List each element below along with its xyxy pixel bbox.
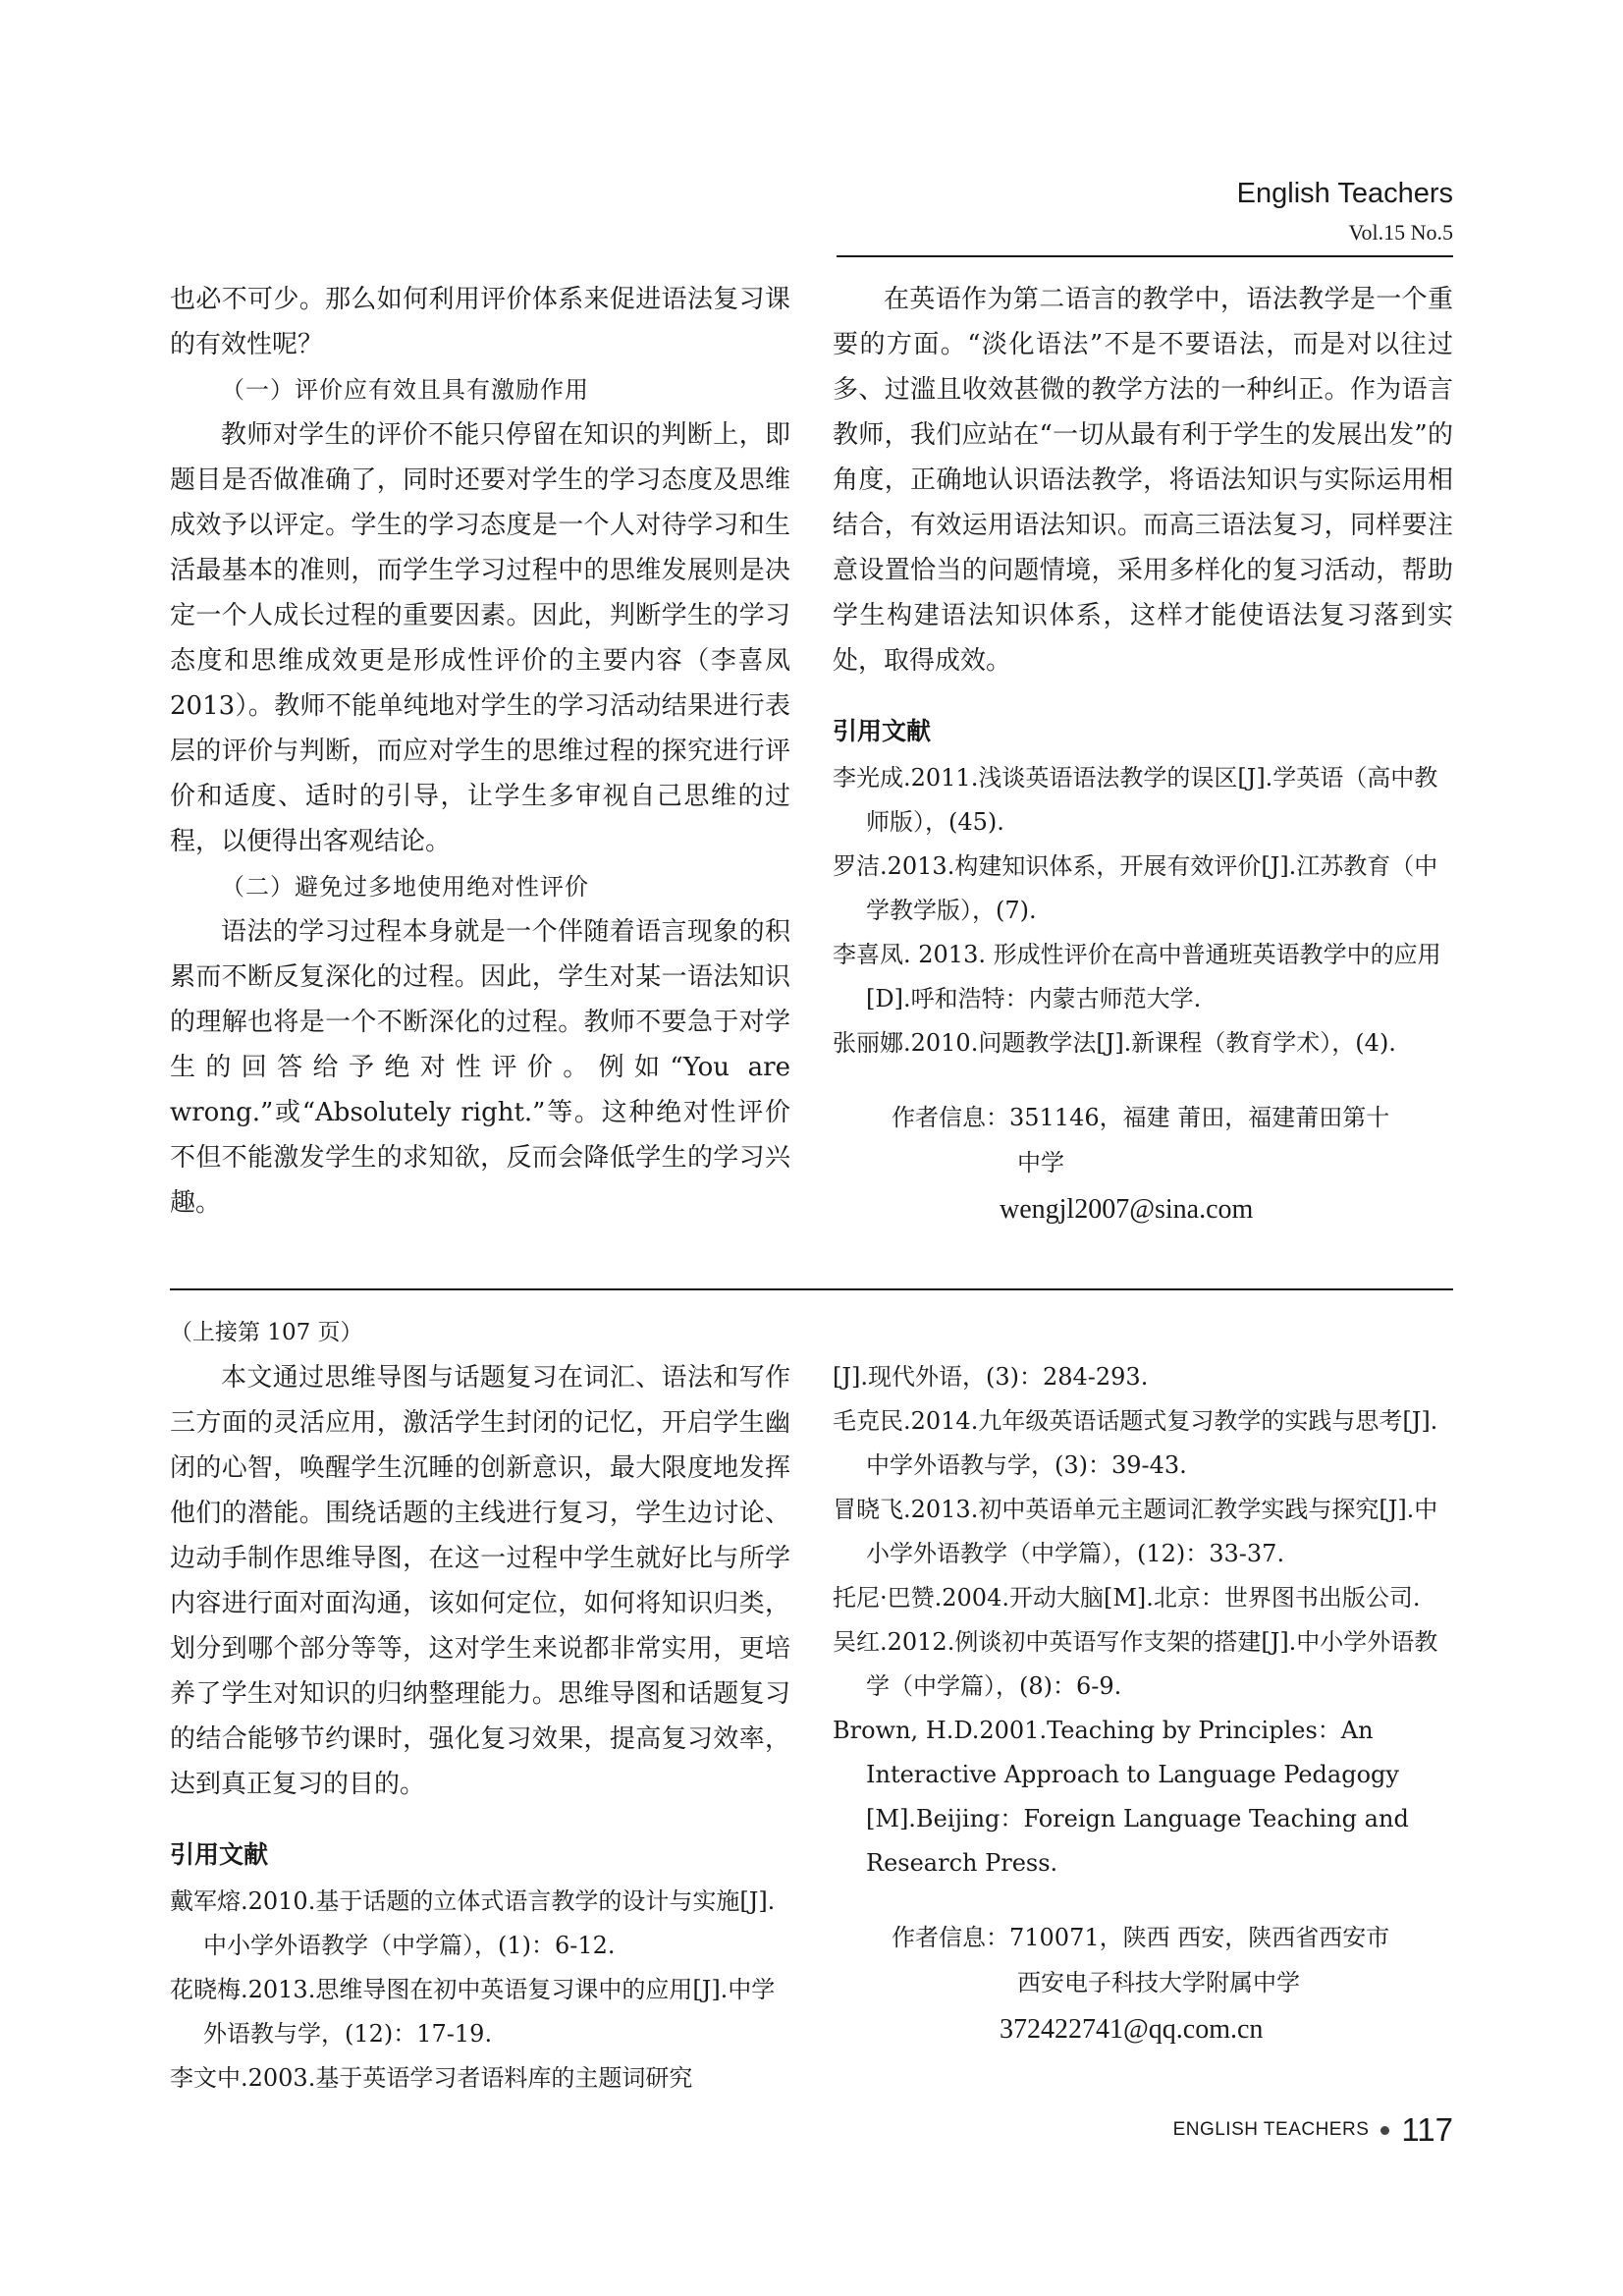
reference-item: 罗洁.2013.构建知识体系，开展有效评价[J].江苏教育（中学教学版），(7). [833, 852, 1438, 924]
body-paragraph: 教师对学生的评价不能只停留在知识的判断上，即题目是否做准确了，同时还要对学生的学习态度及思维成效予以评定。学生的学习态度是一个人对待学习和生活最基本的准则，而学生学习过程中的思维发展则是决定一个人成长过程的重要因素。因此，判断学生的学习态度和思维成效更是形成性评价的主要内容（李喜凤 2013）。教师不能单纯地对学生的学习活动结果进行表层的评价与判断，而应对学生的思维过程的探究进行评价和适度、适时的引导，让学生多审视自己思维的过程，以便得出客观结论。 [170, 420, 790, 856]
references-heading: 引用文献 [170, 1840, 269, 1869]
bottom-right-column [833, 1355, 1453, 2054]
author-school: 中学 [1017, 1149, 1064, 1176]
bullet-icon [1380, 2126, 1389, 2135]
author-address: 作者信息：710071，陕西 西安，陕西省西安市 [892, 1924, 1390, 1951]
section-heading: （二）避免过多地使用绝对性评价 [221, 873, 589, 901]
issue-info: Vol.15 No.5 [1348, 220, 1453, 245]
bottom-left-column [170, 1310, 790, 2101]
section-heading: （一）评价应有效且具有激励作用 [221, 376, 589, 404]
journal-name: English Teachers [1236, 178, 1453, 209]
reference-item: 戴军熔.2010.基于话题的立体式语言教学的设计与实施[J].中小学外语教学（中学篇），(1)：6-12. [170, 1887, 776, 1959]
footer-journal-name: ENGLISH TEACHERS [1172, 2119, 1370, 2140]
reference-item: 毛克民.2014.九年级英语话题式复习教学的实践与思考[J].中学外语教与学，(3)：39-43. [833, 1407, 1438, 1479]
header-rule [837, 255, 1453, 257]
top-right-column [833, 277, 1453, 1234]
reference-item: 托尼·巴赞.2004.开动大脑[M].北京：世界图书出版公司. [833, 1584, 1421, 1612]
reference-item: 李文中.2003.基于英语学习者语料库的主题词研究 [170, 2064, 693, 2092]
page-footer [1173, 2111, 1453, 2149]
author-address: 作者信息：351146，福建 莆田，福建莆田第十 [892, 1104, 1390, 1131]
reference-item: [J].现代外语，(3)：284-293. [833, 1363, 1149, 1391]
page-number: 117 [1401, 2111, 1453, 2148]
continued-from-note: （上接第 107 页） [170, 1320, 363, 1345]
references-heading: 引用文献 [833, 717, 932, 745]
body-paragraph: 本文通过思维导图与话题复习在词汇、语法和写作三方面的灵活应用，激活学生封闭的记忆，开启学生幽闭的心智，唤醒学生沉睡的创新意识，最大限度地发挥他们的潜能。围绕话题的主线进行复习，学生边讨论、边动手制作思维导图，在这一过程中学生就好比与所学内容进行面对面沟通，该如何定位，如何将知识归类，划分到哪个部分等等，这对学生来说都非常实用，更培养了学生对知识的归纳整理能力。思维导图和话题复习的结合能够节约课时，强化复习效果，提高复习效率，达到真正复习的目的。 [170, 1363, 790, 1799]
running-head [1237, 175, 1453, 247]
reference-item: Brown, H.D.2001.Teaching by Principles：An Interactive Approach to Language Pedagogy [M].Beijing：Foreign Language Teaching and Research Press. [833, 1717, 1409, 1877]
author-school: 西安电子科技大学附属中学 [1017, 1969, 1300, 1996]
top-left-column [170, 277, 790, 1226]
body-paragraph: 语法的学习过程本身就是一个伴随着语言现象的积累而不断反复深化的过程。因此，学生对某一语法知识的理解也将是一个不断深化的过程。教师不要急于对学生的回答给予绝对性评价。例如“You are wrong.”或“Absolutely right.”等。这种绝对性评价不但不能激发学生的求知欲，反而会降低学生的学习兴趣。 [170, 917, 790, 1218]
intro-paragraph: 也必不可少。那么如何利用评价体系来促进语法复习课的有效性呢？ [170, 285, 790, 359]
author-info [833, 1095, 1453, 1234]
author-email[interactable]: wengjl2007@sina.com [1000, 1194, 1254, 1225]
article-divider [170, 1288, 1453, 1290]
body-paragraph: 在英语作为第二语言的教学中，语法教学是一个重要的方面。“淡化语法”不是不要语法，而是对以往过多、过滥且收效甚微的教学方法的一种纠正。作为语言教师，我们应站在“一切从最有利于学生的发展出发”的角度，正确地认识语法教学，将语法知识与实际运用相结合，有效运用语法知识。而高三语法复习，同样要注意设置恰当的问题情境，采用多样化的复习活动，帮助学生构建语法知识体系，这样才能使语法复习落到实处，取得成效。 [833, 285, 1453, 676]
reference-item: 冒晓飞.2013.初中英语单元主题词汇教学实践与探究[J].中小学外语教学（中学篇），(12)：33-37. [833, 1496, 1438, 1567]
reference-item: 吴红.2012.例谈初中英语写作支架的搭建[J].中小学外语教学（中学篇），(8)：6-9. [833, 1628, 1438, 1700]
reference-item: 李光成.2011.浅谈英语语法教学的误区[J].学英语（高中教师版），(45). [833, 764, 1438, 836]
reference-item: 花晓梅.2013.思维导图在初中英语复习课中的应用[J].中学外语教与学，(12)：17-19. [170, 1976, 776, 2048]
reference-item: 李喜凤. 2013. 形成性评价在高中普通班英语教学中的应用[D].呼和浩特：内蒙古师范大学. [833, 941, 1441, 1012]
author-info [833, 1915, 1453, 2054]
reference-item: 张丽娜.2010.问题教学法[J].新课程（教育学术），(4). [833, 1029, 1396, 1057]
author-email[interactable]: 372422741@qq.com.cn [1000, 2014, 1264, 2045]
